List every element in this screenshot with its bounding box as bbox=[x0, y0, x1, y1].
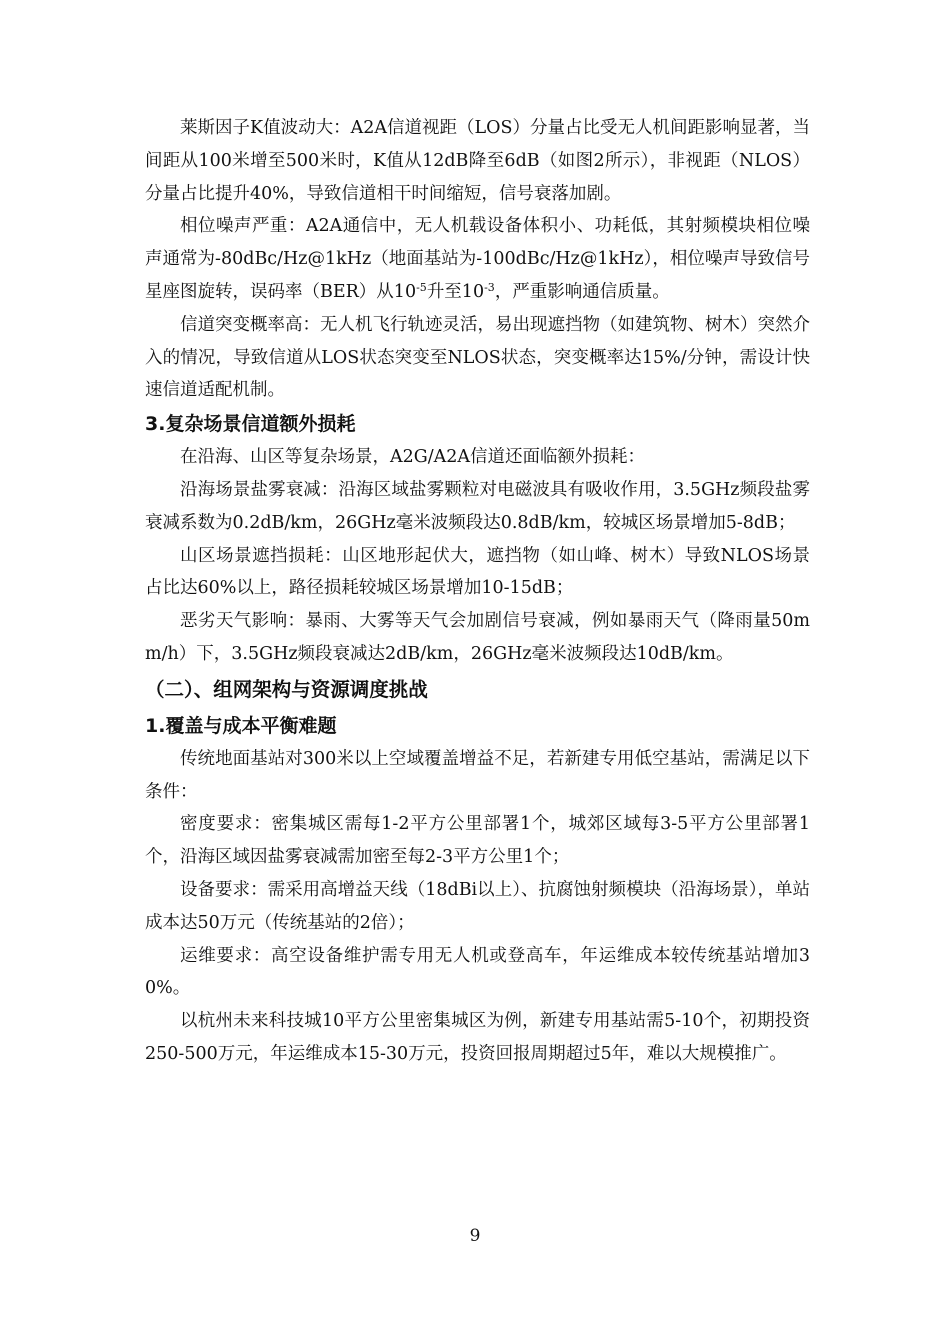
paragraph-density-requirement: 密度要求：密集城区需每1-2平方公里部署1个，城郊区域每3-5平方公里部署1个，沿海区域因盐雾衰减需加密至每2-3平方公里1个； bbox=[145, 814, 810, 868]
heading-coverage-cost-balance: 1.覆盖与成本平衡难题 bbox=[145, 714, 337, 737]
paragraph-complex-scene-intro: 在沿海、山区等复杂场景，A2G/A2A信道还面临额外损耗： bbox=[180, 447, 646, 468]
paragraph-coastal-salt-fog: 沿海场景盐雾衰减：沿海区域盐雾颗粒对电磁波具有吸收作用，3.5GHz频段盐雾衰减系数为0.2dB/km，26GHz毫米波频段达0.8dB/km，较城区场景增加5-8dB； bbox=[145, 479, 810, 533]
ber-exponent-2: -3 bbox=[484, 280, 495, 294]
phase-noise-text-before: 相位噪声严重：A2A通信中，无人机载设备体积小、功耗低，其射频模块相位噪声通常为-80dBc/Hz@1kHz（地面基站为-100dBc/Hz@1kHz），相位噪声导致信号星座图旋转，误码率（BER）从10 bbox=[145, 216, 810, 302]
paragraph-coverage-intro: 传统地面基站对300米以上空域覆盖增益不足，若新建专用低空基站，需满足以下条件： bbox=[145, 748, 810, 802]
paragraph-maintenance-requirement: 运维要求：高空设备维护需专用无人机或登高车，年运维成本较传统基站增加30%。 bbox=[145, 945, 810, 999]
paragraph-channel-sudden-change: 信道突变概率高：无人机飞行轨迹灵活，易出现遮挡物（如建筑物、树木）突然介入的情况，导致信道从LOS状态突变至NLOS状态，突变概率达15%/分钟，需设计快速信道适配机制。 bbox=[145, 314, 810, 401]
paragraph-bad-weather: 恶劣天气影响：暴雨、大雾等天气会加剧信号衰减，例如暴雨天气（降雨量50mm/h）下，3.5GHz频段衰减达2dB/km，26GHz毫米波频段达10dB/km。 bbox=[145, 611, 810, 664]
phase-noise-text-middle: 升至10 bbox=[426, 281, 485, 302]
paragraph-equipment-requirement: 设备要求：需采用高增益天线（18dBi以上）、抗腐蚀射频模块（沿海场景），单站成本达50万元（传统基站的2倍）； bbox=[145, 879, 810, 933]
paragraph-rice-factor: 莱斯因子K值波动大：A2A信道视距（LOS）分量占比受无人机间距影响显著，当间距从100米增至500米时，K值从12dB降至6dB（如图2所示），非视距（NLOS）分量占比提升40%，导致信道相干时间缩短，信号衰落加剧。 bbox=[145, 118, 810, 204]
section-heading-network-architecture: （二）、组网架构与资源调度挑战 bbox=[145, 677, 428, 701]
paragraph-phase-noise bbox=[145, 210, 810, 308]
ber-exponent-1: -5 bbox=[416, 280, 427, 294]
page-content bbox=[145, 112, 810, 1071]
page-number: 9 bbox=[469, 1226, 481, 1246]
heading-complex-scene-loss: 3.复杂场景信道额外损耗 bbox=[145, 413, 356, 436]
paragraph-mountain-blocking: 山区场景遮挡损耗：山区地形起伏大，遮挡物（如山峰、树木）导致NLOS场景占比达60%以上，路径损耗较城区场景增加10-15dB； bbox=[145, 545, 810, 599]
paragraph-hangzhou-example: 以杭州未来科技城10平方公里密集城区为例，新建专用基站需5-10个，初期投资250-500万元，年运维成本15-30万元，投资回报周期超过5年，难以大规模推广。 bbox=[145, 1011, 810, 1064]
phase-noise-text-after: ，严重影响通信质量。 bbox=[494, 281, 670, 302]
